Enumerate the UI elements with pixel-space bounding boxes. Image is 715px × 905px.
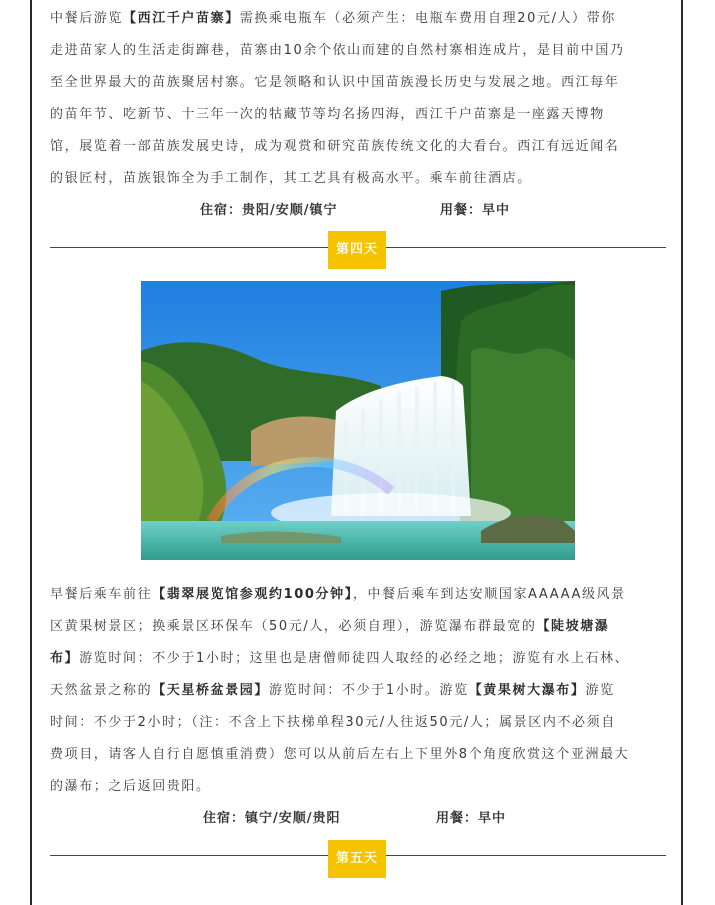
day4-meta-row — [50, 804, 666, 834]
highlight-doupotang-cont: 布】 — [50, 651, 80, 666]
day4-badge: 第四天 — [328, 231, 386, 269]
highlight-xijiang: 【西江千户苗寨】 — [123, 11, 240, 26]
huangguoshu-waterfall-photo — [141, 281, 575, 560]
highlight-huangguoshu: 【黄果树大瀑布】 — [468, 683, 586, 698]
right-frame-border — [681, 0, 683, 905]
text-line: 费项目，请客人自行自愿慎重消费）您可以从前后左右上下里外8个角度欣赏这个亚洲最大 — [50, 747, 630, 762]
text-line: 时间：不少于2小时；（注：不含上下扶梯单程30元/人往返50元/人；属景区内不必须自 — [50, 715, 616, 730]
text-line: 走进苗家人的生活走街蹿巷，苗寨由10余个依山而建的自然村寨相连成片，是目前中国乃 — [50, 43, 625, 58]
text-line: 早餐后乘车前往【翡翠展览馆参观约100分钟】，中餐后乘车到达安顺国家AAAAA级风景 — [50, 587, 626, 602]
text-line: 布】游览时间：不少于1小时；这里也是唐僧师徒四人取经的必经之地；游览有水上石林、 — [50, 651, 630, 666]
day3-meta-row — [50, 196, 666, 226]
text-line: 天然盆景之称的【天星桥盆景园】游览时间：不少于1小时。游览【黄果树大瀑布】游览 — [50, 683, 615, 698]
left-frame-border — [30, 0, 32, 905]
day3-accommodation: 住宿：贵阳/安顺/镇宁 — [200, 203, 338, 218]
text-line: 中餐后游览【西江千户苗寨】需换乘电瓶车（必须产生：电瓶车费用自理20元/人）带你 — [50, 11, 616, 26]
text-line: 的苗年节、吃新节、十三年一次的牯藏节等均名扬四海，西江千户苗寨是一座露天博物 — [50, 107, 605, 122]
text-line: 区黄果树景区；换乘景区环保车（50元/人，必须自理），游览瀑布群最宽的【陡坡塘瀑 — [50, 619, 610, 634]
day3-meals: 用餐：早中 — [440, 203, 511, 218]
day4-description — [50, 579, 666, 803]
text-line: 的瀑布；之后返回贵阳。 — [50, 779, 211, 794]
day3-description — [50, 3, 666, 195]
text-line: 馆，展览着一部苗族发展史诗，成为观赏和研究苗族传统文化的大看台。西江有远近闻名 — [50, 139, 620, 154]
highlight-tianxingqiao: 【天星桥盆景园】 — [152, 683, 270, 698]
text-line: 至全世界最大的苗族聚居村寨。它是领略和认识中国苗族漫长历史与发展之地。西江每年 — [50, 75, 620, 90]
day5-badge: 第五天 — [328, 840, 386, 878]
day4-accommodation: 住宿：镇宁/安顺/贵阳 — [203, 811, 341, 826]
highlight-doupotang: 【陡坡塘瀑 — [536, 619, 610, 634]
waterfall-image — [141, 281, 575, 560]
text-line: 的银匠村，苗族银饰全为手工制作，其工艺具有极高水平。乘车前往酒店。 — [50, 171, 532, 186]
day4-meals: 用餐：早中 — [436, 811, 507, 826]
highlight-jade-museum: 【翡翠展览馆参观约100分钟】 — [152, 587, 353, 602]
